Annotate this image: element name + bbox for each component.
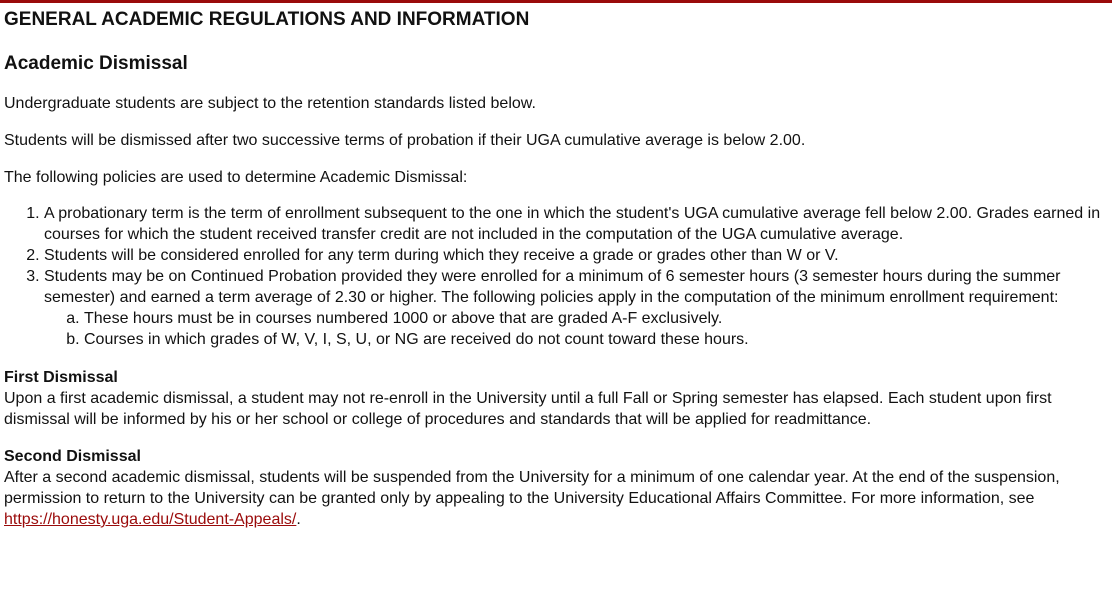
student-appeals-link[interactable]: https://honesty.uga.edu/Student-Appeals/ [4, 511, 297, 528]
second-dismissal-text-before: After a second academic dismissal, students will be suspended from the University for a minimum of one calendar year. At the end of the suspension, permission to return to the University can be granted only by appealing to the University Educational Affairs Committee. For more information, see [4, 469, 1060, 507]
intro-paragraph-1: Undergraduate students are subject to the retention standards listed below. [4, 95, 536, 112]
second-dismissal-heading: Second Dismissal [4, 448, 141, 465]
sub-policy-item-b [84, 329, 1108, 350]
intro-paragraph-2: Students will be dismissed after two successive terms of probation if their UGA cumulative average is below 2.00. [4, 132, 806, 149]
page-title: GENERAL ACADEMIC REGULATIONS AND INFORMATION [4, 9, 530, 30]
first-dismissal-text: Upon a first academic dismissal, a student may not re-enroll in the University until a full Fall or Spring semester has elapsed. Each student upon first dismissal will be informed by his or her school or college of procedures and standards that will be applied for readmittance. [4, 390, 1052, 428]
policy-item-text: Students will be considered enrolled for any term during which they receive a grade or grades other than W or V. [44, 247, 839, 264]
policy-item-3 [44, 266, 1108, 350]
policy-item-text: Students may be on Continued Probation provided they were enrolled for a minimum of 6 semester hours (3 semester hours during the summer semester) and earned a term average of 2.30 or higher. The following policies apply in the computation of the minimum enrollment requirement: [44, 268, 1061, 306]
second-dismissal-text-after: . [296, 511, 301, 528]
policy-item-text: A probationary term is the term of enrollment subsequent to the one in which the student's UGA cumulative average fell below 2.00. Grades earned in courses for which the student received transfer credit are not included in the computation of the UGA cumulative average. [44, 205, 1101, 243]
policy-item-2 [44, 245, 1108, 266]
document-body [4, 8, 1108, 530]
section-title: Academic Dismissal [4, 53, 188, 74]
sub-policy-item-a [84, 308, 1108, 329]
sub-policy-text: Courses in which grades of W, V, I, S, U, or NG are received do not count toward these hours. [84, 331, 749, 348]
second-dismissal-text [4, 467, 1108, 530]
intro-paragraph-3: The following policies are used to determine Academic Dismissal: [4, 169, 468, 186]
policy-item-1 [44, 203, 1108, 245]
first-dismissal-heading: First Dismissal [4, 369, 118, 386]
sub-policy-list [44, 308, 1108, 350]
top-accent-rule [0, 0, 1112, 3]
policy-list [4, 203, 1108, 350]
sub-policy-text: These hours must be in courses numbered 1000 or above that are graded A-F exclusively. [84, 310, 723, 327]
